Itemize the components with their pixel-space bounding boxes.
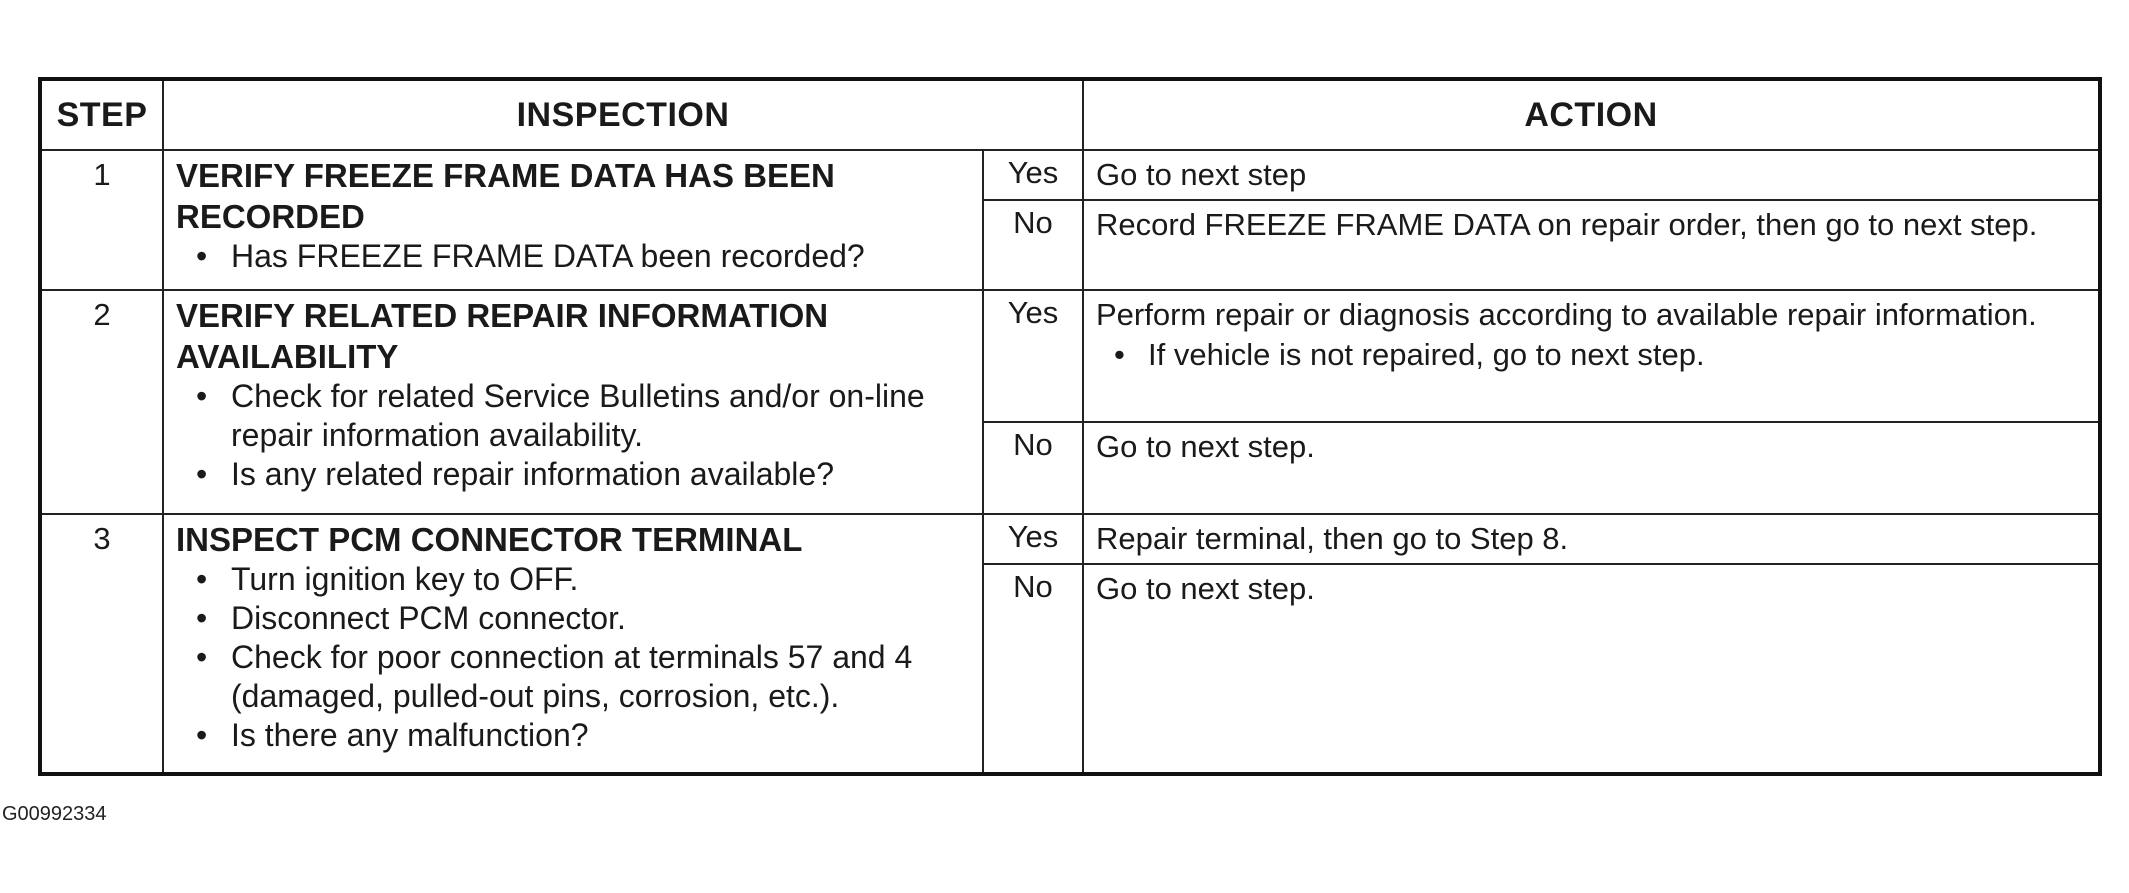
inspection-cell <box>163 150 983 290</box>
no-label: No <box>983 422 1083 514</box>
step-number: 2 <box>40 290 163 514</box>
inspection-bullet: • Has FREEZE FRAME DATA been recorded? <box>176 237 972 276</box>
action-header: ACTION <box>1083 79 2100 150</box>
action-bullet: • If vehicle is not repaired, go to next step. <box>1096 335 2088 375</box>
inspection-bullet: • Check for related Service Bulletins and/or on-line repair information availability. <box>176 377 972 455</box>
diagnostic-table <box>38 77 2102 776</box>
yes-action: Repair terminal, then go to Step 8. <box>1083 514 2100 564</box>
inspection-bullet: • Is there any malfunction? <box>176 716 972 755</box>
step-number: 1 <box>40 150 163 290</box>
action-bullets <box>1096 335 2088 375</box>
no-action: Go to next step. <box>1083 422 2100 514</box>
inspection-bullet: • Check for poor connection at terminals 57 and 4 (damaged, pulled-out pins, corrosion, etc.). <box>176 638 972 716</box>
inspection-bullet: • Disconnect PCM connector. <box>176 599 972 638</box>
inspection-bullets <box>176 560 972 755</box>
yes-action: Go to next step <box>1083 150 2100 200</box>
inspection-title: VERIFY RELATED REPAIR INFORMATION AVAILABILITY <box>176 297 829 375</box>
yes-label: Yes <box>983 514 1083 564</box>
no-label: No <box>983 200 1083 290</box>
figure-id: G00992334 <box>2 803 107 825</box>
no-label: No <box>983 564 1083 774</box>
inspection-cell <box>163 514 983 774</box>
yes-action: Perform repair or diagnosis according to available repair information. <box>1096 297 2037 332</box>
inspection-header: INSPECTION <box>163 79 1083 150</box>
header-row <box>40 79 2100 150</box>
yes-label: Yes <box>983 290 1083 422</box>
step-number: 3 <box>40 514 163 774</box>
yes-label: Yes <box>983 150 1083 200</box>
table-row <box>40 514 2100 564</box>
inspection-bullets <box>176 377 972 494</box>
table-row <box>40 150 2100 200</box>
inspection-bullets <box>176 237 972 276</box>
inspection-cell <box>163 290 983 514</box>
no-action: Go to next step. <box>1083 564 2100 774</box>
inspection-bullet: • Turn ignition key to OFF. <box>176 560 972 599</box>
step-header: STEP <box>40 79 163 150</box>
inspection-bullet: • Is any related repair information available? <box>176 455 972 494</box>
table-row <box>40 290 2100 422</box>
yes-action-cell <box>1083 290 2100 422</box>
inspection-title: VERIFY FREEZE FRAME DATA HAS BEEN RECORDED <box>176 157 835 235</box>
inspection-title: INSPECT PCM CONNECTOR TERMINAL <box>176 521 803 558</box>
no-action: Record FREEZE FRAME DATA on repair order, then go to next step. <box>1083 200 2100 290</box>
